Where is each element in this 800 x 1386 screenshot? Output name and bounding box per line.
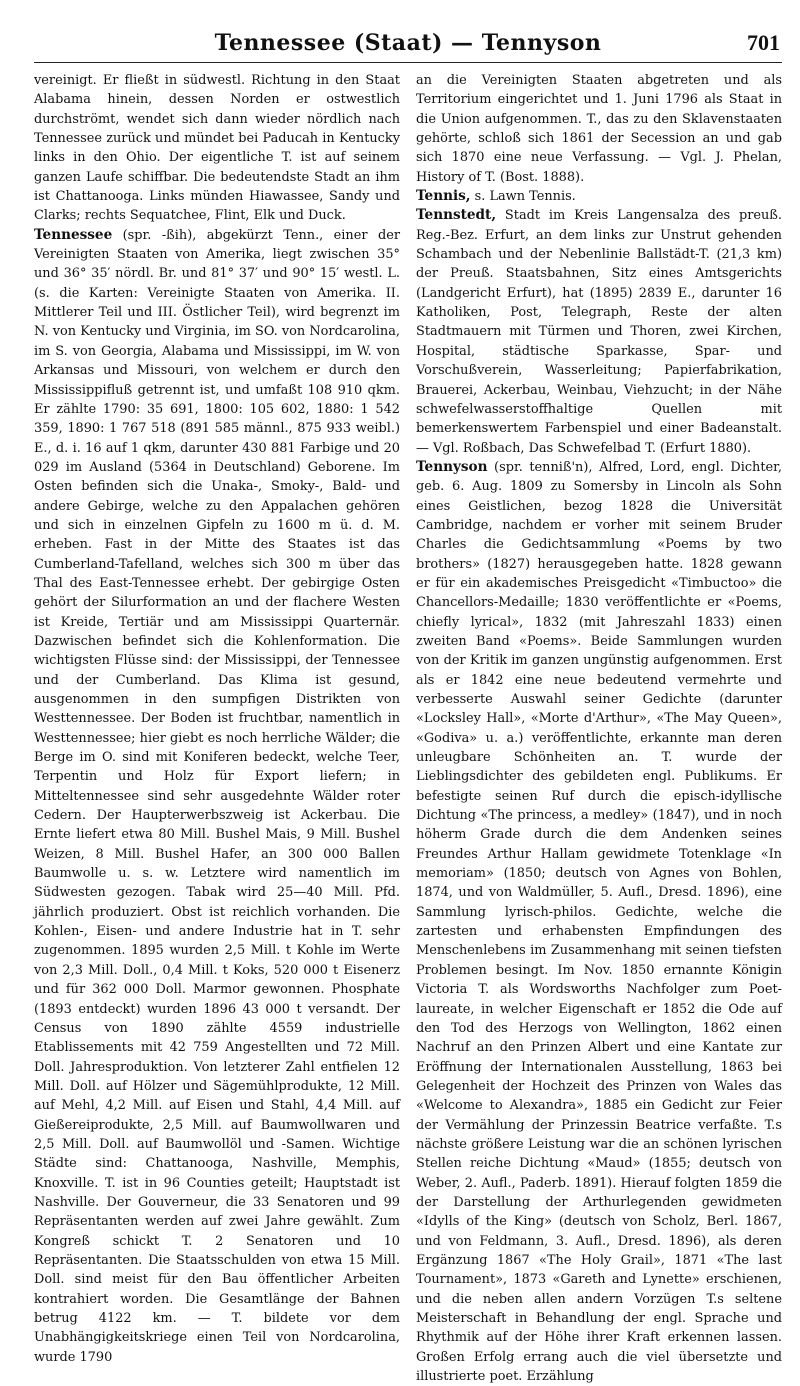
headword-tennessee: Tennessee [34, 226, 113, 243]
entry-continuation-tennessee-state: an die Vereinigten Staaten abgetreten und als Territorium eingerichtet und 1. Juni 1796 als Staat in die Union aufgenommen. T., das zu den Sklavenstaaten gehörte, schloß sich 1861 der Secession an und gab sich 1870 eine neue Verfassung. — Vgl. J. Phelan, History of T. (Bost. 1888). [416, 73, 782, 185]
left-column [34, 71, 400, 1386]
right-column [416, 71, 782, 1386]
entry-body: s. Lawn Tennis. [470, 189, 576, 205]
entry-tennyson [416, 458, 782, 1386]
entry-tennstedt [416, 206, 782, 457]
running-head: Tennessee (Staat) — Tennyson [214, 30, 602, 56]
headword-tennis: Tennis, [416, 188, 471, 205]
headword-tennyson: Tennyson [416, 458, 488, 475]
entry-tennessee-state [34, 226, 400, 1367]
entry-body: (spr. -ßih), abgekürzt Tenn., einer der Vereinigten Staaten von Amerika, liegt zwischen 35° und 36° 35′ nördl. Br. und 81° 37′ und 90° 15′ westl. L. (s. die Karten: Vereinigte Staaten von Amerika. II. Mittlerer Teil und III. Östlicher Teil), wird begrenzt im N. von Kentucky und Virginia, im SO. von Nordcarolina, im S. von Georgia, Alabama und Mississippi, im W. von Arkansas und Missouri, von welchem er durch den Mississippifluß getrennt ist, und umfaßt 108 910 qkm. Er zählte 1790: 35 691, 1800: 105 602, 1880: 1 542 359, 1890: 1 767 518 (891 585 männl., 875 933 weibl.) E., d. i. 16 auf 1 qkm, darunter 430 881 Farbige und 20 029 im Ausland (5364 in Deutschland) Geborene. Im Osten befinden sich die Unaka-, Smoky-, Bald- und andere Gebirge, welche zu den Appalachen gehören und sich in einzelnen Gipfeln zu 1600 m ü. d. M. erheben. Fast in der Mitte des Staates ist das Cumberland-Tafelland, welches sich 300 m über das Thal des East-Tennessee erhebt. Der gebirgige Osten gehört der Silurformation an und der flachere Westen ist Kreide, Tertiär und am Mississippi Quarternär. Dazwischen befindet sich die Kohlenformation. Die wichtigsten Flüsse sind: der Mississippi, der Tennessee und der Cumberland. Das Klima ist gesund, ausgenommen in den sumpfigen Distrikten von Westtennessee. Der Boden ist fruchtbar, namentlich in Westtennessee; hier giebt es noch herrliche Wälder; die Berge im O. sind mit Koniferen bedeckt, welche Teer, Terpentin und Holz für Export liefern; in Mitteltennessee sind sehr ausgedehnte Wälder roter Cedern. Der Haupterwerbszweig ist Ackerbau. Die Ernte liefert etwa 80 Mill. Bushel Mais, 9 Mill. Bushel Weizen, 8 Mill. Bushel Hafer, an 300 000 Ballen Baumwolle u. s. w. Letztere wird namentlich im Südwesten gezogen. Tabak wird 25—40 Mill. Pfd. jährlich produziert. Obst ist reichlich vorhanden. Die Kohlen-, Eisen- und andere Industrie hat in T. sehr zugenommen. 1895 wurden 2,5 Mill. t Kohle im Werte von 2,3 Mill. Doll., 0,4 Mill. t Koks, 520 000 t Eisenerz und für 362 000 Doll. Marmor gewonnen. Phosphate (1893 entdeckt) wurden 1896 43 000 t versandt. Der Census von 1890 zählte 4559 industrielle Etablissements mit 42 759 Angestellten und 72 Mill. Doll. Jahresproduktion. Von letzterer Zahl entfielen 12 Mill. Doll. auf Hölzer und Sägemühlprodukte, 12 Mill. auf Mehl, 4,2 Mill. auf Eisen und Stahl, 4,4 Mill. auf Gießereiprodukte, 2,5 Mill. auf Baumwollwaren und 2,5 Mill. Doll. auf Baumwollöl und -Samen. Wichtige Städte sind: Chattanooga, Nashville, Memphis, Knoxville. T. ist in 96 Counties geteilt; Hauptstadt ist Nashville. Der Gouverneur, die 33 Senatoren und 99 Repräsentanten werden auf zwei Jahre gewählt. Zum Kongreß schickt T. 2 Senatoren und 10 Repräsentanten. Die Staatsschulden von etwa 15 Mill. Doll. sind meist für den Bau öffentlicher Arbeiten kontrahiert worden. Die Gesamtlänge der Bahnen betrug 4122 km. — T. bildete vor dem Unabhängigkeitskriege einen Teil von Nordcarolina, wurde 1790 [34, 227, 400, 1365]
text-columns [34, 71, 782, 1386]
page-header [34, 28, 782, 63]
entry-continuation-tennessee-river: vereinigt. Er fließt in südwestl. Richtung in den Staat Alabama hinein, dessen Norden er ostwestlich durchströmt, wendet sich dann wieder nördlich nach Tennessee zurück und mündet bei Paducah in Kentucky links in den Ohio. Der eigentliche T. ist auf seinem ganzen Laufe schiffbar. Die bedeutendste Stadt an ihm ist Chattanooga. Links münden Hiawassee, Sandy und Clarks; rechts Sequatchee, Flint, Elk und Duck. [34, 73, 400, 224]
entry-tennis [416, 187, 782, 206]
entry-body: Stadt im Kreis Langensalza des preuß. Reg.-Bez. Erfurt, an dem links zur Unstrut gehenden Schambach und der Nebenlinie Ballstädt-T. (21,3 km) der Preuß. Staatsbahnen, Sitz eines Amtsgerichts (Landgericht Erfurt), hat (1895) 2839 E., darunter 16 Katholiken, Post, Telegraph, Reste der alten Stadtmauern mit Türmen und Thoren, zwei Kirchen, Hospital, städtische Sparkasse, Spar- und Vorschußverein, Wasserleitung; Papierfabrikation, Brauerei, Ackerbau, Weinbau, Viehzucht; in der Nähe schwefelwasserstoffhaltige Quellen mit bemerkenswertem Farbenspiel und einer Badeanstalt. — Vgl. Roßbach, Das Schwefelbad T. (Erfurt 1880). [416, 208, 782, 456]
headword-tennstedt: Tennstedt, [416, 207, 497, 224]
page-number: 701 [747, 30, 780, 55]
entry-body: (spr. tenniß'n), Alfred, Lord, engl. Dichter, geb. 6. Aug. 1809 zu Somersby in Lincoln als Sohn eines Geistlichen, bezog 1828 die Universität Cambridge, nachdem er vorher mit seinem Bruder Charles die Gedichtsammlung «Poems by two brothers» (1827) herausgegeben hatte. 1828 gewann er für ein akademisches Preisgedicht «Timbuctoo» die Chancellors-Medaille; 1830 veröffentlichte er «Poems, chiefly lyrical», 1832 (mit Jahreszahl 1833) einen zweiten Band «Poems». Beide Sammlungen wurden von der Kritik im ganzen ungünstig aufgenommen. Erst als er 1842 eine neue bedeutend vermehrte und verbesserte Auswahl seiner Gedichte (darunter «Locksley Hall», «Morte d'Arthur», «The May Queen», «Godiva» u. a.) veröffentlichte, erkannte man deren unleugbare Schönheiten an. T. wurde der Lieblingsdichter des gebildeten engl. Publikums. Er befestigte seinen Ruf durch die episch-idyllische Dichtung «The princess, a medley» (1847), und in noch höherm Grade durch die dem Andenken seines Freundes Arthur Hallam gewidmete Totenklage «In memoriam» (1850; deutsch von Agnes von Bohlen, 1874, und von Waldmüller, 5. Aufl., Dresd. 1896), eine Sammlung lyrisch-philos. Gedichte, welche die zartesten und erhabensten Empfindungen des Menschenlebens im Zusammenhang mit seinen tiefsten Problemen besingt. Im Nov. 1850 ernannte Königin Victoria T. als Wordsworths Nachfolger zum Poet-laureate, in welcher Eigenschaft er 1852 die Ode auf den Tod des Herzogs von Wellington, 1862 einen Nachruf an den Prinzen Albert und eine Kantate zur Eröffnung der Internationalen Ausstellung, 1863 bei Gelegenheit der Hochzeit des Prinzen von Wales das «Welcome to Alexandra», 1885 ein Gedicht zur Feier der Vermählung der Prinzessin Beatrice verfaßte. T.s nächste größere Leistung war die an schönen lyrischen Stellen reiche Dichtung «Maud» (1855; deutsch von Weber, 2. Aufl., Paderb. 1891). Hierauf folgten 1859 die der Darstellung der Arthurlegenden gewidmeten «Idylls of the King» (deutsch von Scholz, Berl. 1867, und von Feldmann, 3. Aufl., Dresd. 1896), als deren Ergänzung 1867 «The Holy Grail», 1871 «The last Tournament», 1873 «Gareth and Lynette» erschienen, und die neben allen andern Vorzügen T.s seltene Meisterschaft in Behandlung der engl. Sprache und Rhythmik auf der Höhe ihrer Kraft erkennen lassen. Großen Erfolg errang auch die viel übersetzte und illustrierte poet. Erzählung [416, 459, 782, 1385]
